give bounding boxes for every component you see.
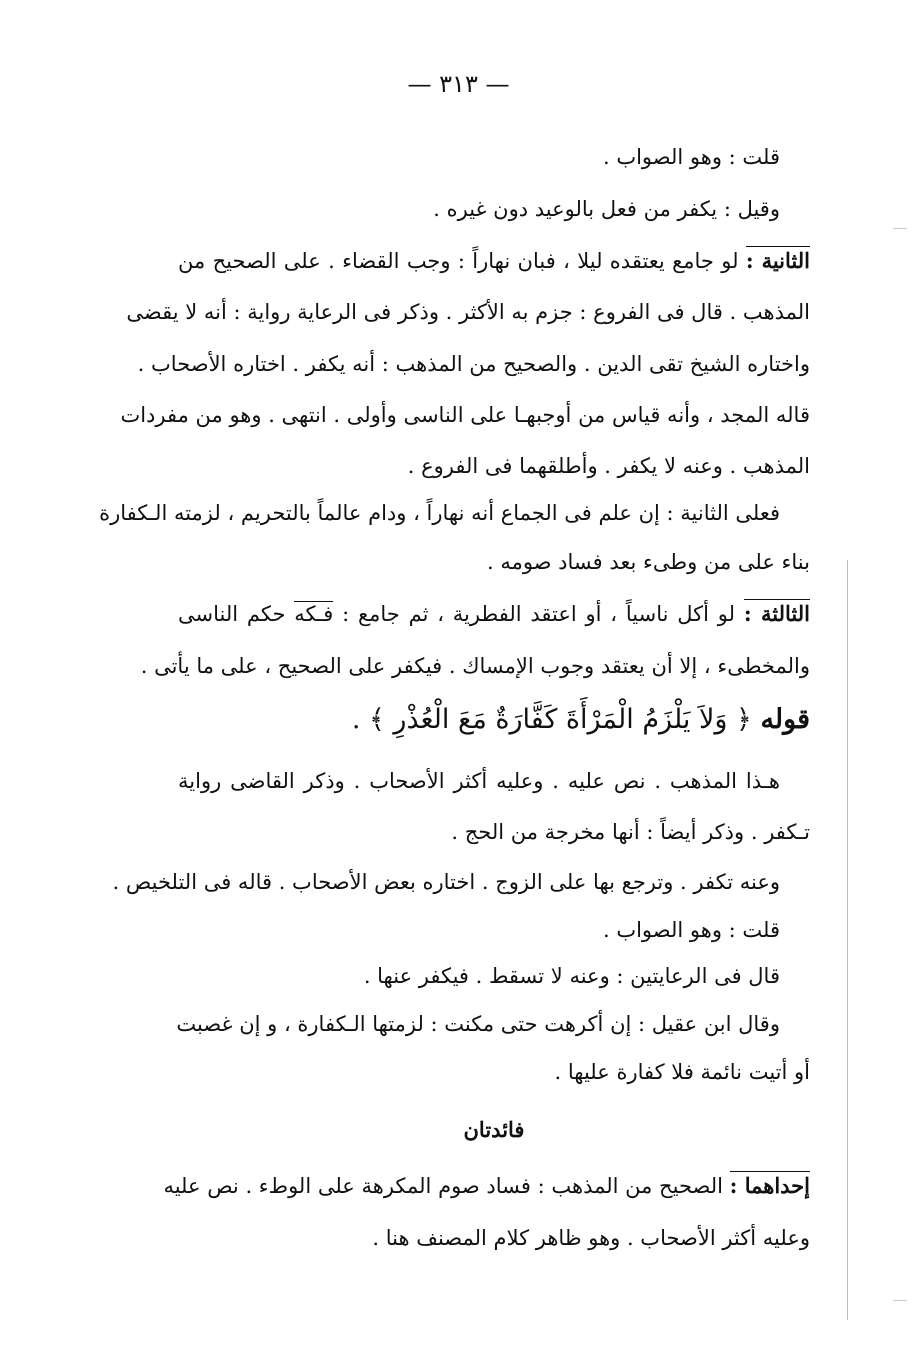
text-line: المذهب . وعنه لا يكفر . وأطلقهما فى الفروع . [407, 454, 810, 478]
text-line: وعليه أكثر الأصحاب . وهو ظاهر كلام المصنف هنا . [372, 1226, 810, 1250]
text-line: تـكفر . وذكر أيضاً : أنها مخرجة من الحج . [451, 820, 810, 844]
text-line: فعلى الثانية : إن علم فى الجماع أنه نهاراً ، ودام عالماً بالتحريم ، لزمته الـكفارة [99, 501, 780, 525]
text-line: قال فى الرعايتين : وعنه لا تسقط . فيكفر عنها . [363, 964, 780, 988]
quran-verse-line: قوله ﴿ وَلاَ يَلْزَمُ الْمَرْأَةَ كَفَّارَةٌ مَعَ الْعُذْرِ ﴾ . [351, 704, 810, 735]
section-heading: فائدتان [463, 1117, 525, 1142]
text-line: قلت : وهو الصواب . [602, 145, 780, 169]
scan-mark [893, 1300, 907, 1301]
text-line: المذهب . قال فى الفروع : جزم به الأكثر . وذكر فى الرعاية رواية : أنه لا يقضى [126, 300, 810, 324]
text-line: قلت : وهو الصواب . [602, 918, 780, 942]
scan-mark [893, 228, 907, 229]
qawluh-label: قوله [760, 704, 810, 735]
binding-edge-line [847, 560, 848, 1320]
text-line: الثانية : لو جامع يعتقده ليلا ، فبان نهاراً : وجب القضاء . على الصحيح من [178, 248, 810, 273]
text-line: قاله المجد ، وأنه قياس من أوجبهـا على الناسى وأولى . انتهى . وهو من مفردات [120, 403, 810, 427]
text-line: الثالثة : لو أكل ناسياً ، أو اعتقد الفطرية ، ثم جامع : فـكه حكم الناسى [178, 601, 810, 626]
text-line: والمخطىء ، إلا أن يعتقد وجوب الإمساك . فيكفر على الصحيح ، على ما يأتى . [140, 654, 810, 678]
section-label: الثانية : [745, 248, 810, 273]
text-line: أو أتيت نائمة فلا كفارة عليها . [554, 1060, 810, 1084]
text-line: وقيل : يكفر من فعل بالوعيد دون غيره . [433, 197, 780, 221]
text-line: وقال ابن عقيل : إن أكرهت حتى مكنت : لزمتها الـكفارة ، و إن غصبت [176, 1012, 780, 1036]
text-line: وعنه تكفر . وترجع بها على الزوج . اختاره بعض الأصحاب . قاله فى التلخيص . [112, 870, 780, 894]
section-label: الثالثة : [743, 601, 810, 626]
text-line: بناء على من وطىء بعد فساد صومه . [486, 550, 810, 574]
text-line: هـذا المذهب . نص عليه . وعليه أكثر الأصحاب . وذكر القاضى رواية [178, 769, 780, 793]
section-label: إحداهما : [729, 1173, 810, 1198]
text-line: واختاره الشيخ تقى الدين . والصحيح من المذهب : أنه يكفر . اختاره الأصحاب . [137, 352, 810, 376]
text-line: إحداهما : الصحيح من المذهب : فساد صوم المكرهة على الوطء . نص عليه [163, 1173, 810, 1198]
overlined-word: فـكه [294, 602, 334, 626]
page-number: — ٣١٣ — [407, 70, 510, 98]
